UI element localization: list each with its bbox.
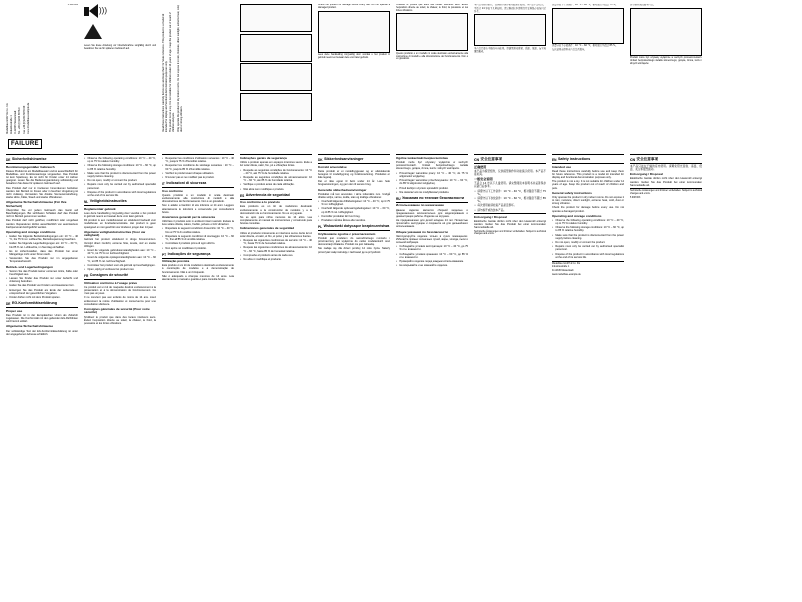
vertical-address-block [6,6,78,134]
heading-intended-use-fr: Utilisation conforme à l'usage prévu [84,280,138,285]
heading-intended-use-pt: Utilização prevista [162,259,190,264]
address-city: D-12345 Musterstadt [14,110,18,134]
paragraph: Este producto es un kit de modelismo destinado exclusivamente a la construcción de modelos y a la demostración de su funcionamiento. No es un juguete. [240,205,312,215]
lang-flag-cn-2: CN [630,158,636,162]
paragraph: The product is not a toy. It is not suitable for children under 14 years of age. Keep the product out of reach of children and pets. [552,180,624,190]
illustration-block-4 [240,4,312,155]
heading-general-safety-pt: Indicações gerais de segurança [240,156,287,160]
heading-general-safety-pl: Ogólne wskazówki bezpieczeństwa [396,156,448,160]
paragraph: Lees deze handleiding zorgvuldig door voordat u het product in gebruik neemt en bewaar deze voor later gebruik. [318,54,390,59]
paragraph: Não é adequado a crianças menores de 14 anos. Leia atentamente o manual e guarde-o para consulta futura. [162,274,234,282]
section-title-nl: Veiligheidsinstructies [89,199,127,204]
paragraph-cjk: 请勿拆开或改装本产品。 [630,4,656,6]
bullet-list [318,200,390,222]
heading-intended-use-en: Intended use [552,164,572,169]
list-item: • Przestrzegać warunków pracy: 10 °C – 40 °C, do 75 % wilgotności względnej. [399,172,468,178]
lang-flag-cn: CN [474,158,480,162]
column-5 [315,4,393,599]
column-6 [393,4,471,599]
column-3 [159,4,237,599]
vertical-note-1: Read these instructions carefully before use and keep them for future reference. This product is a model kit intended for display and functional demonstration purposes only. [162,13,169,132]
heading-operating-storage-en: Operating and storage conditions [6,229,56,234]
list-item: • Não abra nem modifique o produto. [243,188,312,191]
list-item: • Lassen Sie Kinder das Produkt nur unter Aufsicht und Anleitung betreiben. [9,277,78,283]
paragraph-disposal-2: Elektrische Geräte dürfen nicht über den Hausmüll entsorgt werden. Geben Sie das Produkt bei einer kommunalen Sammelstelle ab. [630,177,702,187]
heading-operating-storage-en-2: Operating and storage conditions [552,213,602,218]
list-item: • Observe the following storage conditions: 10 °C – 60 °C, up to 85 % relative humidity. [87,164,156,170]
bullet-list [84,157,156,197]
illustration-block-5 [318,4,390,155]
column-4 [237,4,315,599]
paragraph: N'utilisez le produit que dans des locaux intérieurs secs. Évitez l'exposition directe au soleil, la chaleur, le froid, la poussière et les fortes vibrations. [396,4,468,12]
heading-operating-storage-de: Betrieb- und Lagerbedingungen [6,264,53,269]
title-illustration-block [6,4,78,155]
paragraph: Überprüfen Sie vor jedem Gebrauch das Gerät auf Beschädigungen. Bei sichtbaren Schäden darf das Produkt nicht in Betrieb genommen werden. [6,208,78,219]
lang-flag-fr: FR [84,274,89,279]
lang-flag-dk: DK [318,158,323,162]
list-item: • No abra ni modifique el producto. [243,258,312,261]
list-item: • Nie otwierać ani nie modyfikować produktu. [399,191,468,194]
bullet-list [84,249,156,271]
list-item: • Halten Sie folgende Lagerbedingungen ein: 10 °C – 60 °C, bis 85 % rel. Luftfeuchte, im Nennlag einhaltbar. [9,242,78,248]
list-item: • Соблюдайте условия хранения: 10 °C – 60 °C, до 85 % отн. влажности. [399,253,468,259]
list-item: • Respectez les conditions d'utilisation suivantes : 10 °C – 40 °C, jusqu'à 75 % d'humidité relative. [165,157,234,163]
list-item: • Open, wijzig of verbouw het product niet. [87,268,156,271]
paragraph-cjk: 请遵守以下存放条件：10 °C – 60 °C，相对湿度不超过 85 %。 [552,44,618,48]
list-item: • Overhold følgende driftsbetingelser: 10 °C – 40 °C, op til 75 % rel. luftfugtighed. [321,200,390,206]
paragraph: Gebruik het product uitsluitend in droge binnenruimten. Vermijd direct zonlicht, extreme hitte, koude, stof en sterke trillingen. [84,238,156,248]
address-company-footer: Modellbau GmbH & Co. KG [552,262,581,265]
speaker-horn-icon [89,4,98,18]
paragraph: Utilizzare il prodotto solo in ambienti interni asciutti. Evitare la luce solare diretta, calore, freddo, polvere e forti vibrazioni. [162,220,234,227]
top-note: Lesen Sie diese Anleitung vor Inbetriebnahme sorgfältig durch und bewahren Sie sie für späteren Gebrauch auf. [84,45,156,50]
paragraph-cjk: 本产品只能在干燥的室内使用。请避免阳光直射、高温、低温、灰尘和强烈振动。 [474,46,546,53]
section-head-fr [84,274,156,278]
heading-general-safety-nl: Algemene veiligheidsinstructies (Voor uw veiligheid) [84,229,146,238]
address-phone: Tel. +49 (0)1234 5678-0 [18,107,22,134]
illustration-block-2 [84,4,156,155]
heading-intended-use-nl: Reglementair gebruik [84,206,116,211]
diagram-placeholder-8 [552,8,624,44]
diagram-placeholder-2 [240,34,312,62]
divider [318,230,390,231]
paragraph: Produkt może być używany wyłącznie w suchych pomieszczeniach. Unikać bezpośredniego światła słonecznego, gorąca, zimna, kurzu i silnych wstrząsów. [630,57,702,65]
list-item: • Houd de volgende gebruiksomstandigheden aan: 10 °C – 40 °C, tot 75 % rel. luchtvochtigheid. [87,249,156,255]
illustration-block-9 [630,4,702,155]
section-head-de-conformity [6,302,78,306]
paragraph: 本产品为模型组件，仅供模型制作和功能演示使用。本产品不是玩具。 [474,169,546,176]
list-item: • Respete las siguientes condiciones de servicio: 10 °C – 40 °C, hasta 75 % de humedad relativa. [243,239,312,245]
vertical-notes [162,4,234,132]
paragraph: Det er ikke egnet til børn under 14 år. Læs hele brugsanvisningen, og gem den til senere brug. [318,180,390,187]
divider [396,202,468,203]
list-item: • Setzen Sie das Produkt keiner extremen Hitze, Kälte oder Feuchtigkeit aus. [9,270,78,276]
section-head-cn [474,158,546,162]
list-item: • Compruebe el producto antes de cada uso. [243,254,312,257]
paragraph: Der vollständige Text der EG-Konformitätserklärung ist unter der angegebenen Adresse erhältlich. [6,329,78,336]
paragraph: Dieses Produkt ist ein Modellbausatz und ist ausschließlich für Modellbau- und Funktionsanzeige vorgesehen. Das Produkt ist kein Spielzeug. Es ist nicht für Kinder unter 14 Jahren geeignet. Lesen Sie die Bedienungsanleitung vollständig und bewahren Sie diese für späteren Gebrauch auf. [6,169,78,186]
list-item: • Observe the following operating conditions: 10 °C – 40 °C, up to 75 % relative humidity. [555,219,624,225]
diagram-placeholder-6 [396,13,468,51]
diagram-placeholder-9 [630,8,702,56]
list-item: • Make sure that the product is disconnected from the power supply before cleaning. [555,234,624,240]
paragraph: Produkt jest modelem do samodzielnego montażu i przeznaczony jest wyłącznie do celów modelarskich oraz demonstracji działania. Produkt nie jest zabawką. [318,236,390,247]
list-item: • Rispettare le seguenti condizioni d'esercizio: 10 °C – 40 °C, fino al 75 % di umidità relativa. [165,227,234,233]
list-item: • Controllare il prodotto prima di ogni utilizzo. [165,242,234,245]
heading-intended-use-cn: 正确使用 [474,164,487,169]
heading-general-safety-it: Avvertenze generali per la sicurezza [162,214,216,219]
lang-flag-it: IT [162,182,165,187]
paragraph: 不适合 14 岁以下儿童使用。请完整阅读本说明书并妥善保存以备日后参考。 [474,182,546,189]
paragraph-cjk: 不适合 14 岁以下儿童使用。请完整阅读本说明书并妥善保存以备日后参考。 [474,6,546,13]
section-title-de-safety: Sicherheitshinweise [11,157,47,162]
diagram-placeholder-3 [240,63,312,91]
paragraph: Este produto é um kit de modelismo destinado exclusivamente à construção de modelos e à demonstração de funcionamento. Não é um brinquedo. [162,264,234,274]
list-item: • Entsorgen Sie das Produkt am Ende der Lebensdauer entsprechend der gesetzlichen Vorgaben. [9,289,78,295]
heading-disposal-2: Entsorgung / Disposal [630,172,663,177]
heading-general-safety-es: Indicaciones generales de seguridad [240,226,295,231]
heading-disposal: Entsorgung / Disposal [474,214,507,219]
divider [6,307,78,308]
paragraph: Das Produkt darf nur in trockenen Innenräumen betrieben werden. Ein Betrieb im Freien oder in feuchter Umgebung ist nicht zulässig. Vermeiden Sie direkte Sonneneinstrahlung, starke Hitze, Kälte, Staub und starke Vibrationen. [6,186,78,199]
section-title-de-conformity: EG-Konformitätserklärung [11,301,58,306]
list-item: • Es ist sicherzustellen, dass das Produkt bei einer Mängelrüge nicht unter Strom steht. [9,250,78,256]
address-street: Industriestraße 1 [10,115,14,134]
list-item: • Не вскрывайте и не изменяйте изделие. [399,264,468,267]
section-head-cn-2 [630,158,702,162]
paragraph: Das Produkt ist in der Europäischen Union als Zubehör zugelassen. Die Konformität mit den geltenden EG-Richtlinien wird hiermit erklärt. [6,313,78,324]
diagram-placeholder-4 [240,93,312,121]
list-item: • Соблюдайте условия эксплуатации: 10 °C – 40 °C, до 75 % отн. влажности. [399,245,468,251]
heading-intended-use-ru: Использование по назначению [396,203,444,208]
paragraph: Questo prodotto è un modello in scala destinato esclusivamente alla costruzione di modelli e alla dimostrazione del funzionamento. Non è un giocattolo. [396,52,468,61]
list-item: • Houd de volgende opslagomstandigheden aan: 10 °C – 60 °C, tot 85 % rel. luchtvochtigheid. [87,256,156,262]
divider [630,163,702,164]
column-2 [81,4,159,599]
heading-intended-use-dk: Korrekt anvendelse [318,164,347,169]
divider [240,199,312,200]
divider [552,261,624,262]
failure-badge: FAILURE [8,132,42,150]
section-title-it: Indicazioni di sicurezza [166,181,207,186]
heading-general-safety-de-2: Allgemeine Sicherheitshinweise [6,324,54,329]
list-item: • Make sure that the product is disconnected from the power supply before cleaning. [87,172,156,178]
paragraph: Не предназначено для детей младше 14 лет. Полностью прочитайте инструкцию и сохраните её для дальнейшего использования. [396,219,468,229]
lang-flag-es: ES [240,193,245,198]
list-item: • Respeite as seguintes condições de armazenamento: 10 °C – 60 °C, até 85 % de humidade relativa. [243,176,312,182]
paragraph-disposal: Elektrische Geräte dürfen nicht über den Hausmüll entsorgt werden. Geben Sie das Produkt bei einer kommunalen Sammelstelle ab. [474,219,546,230]
illustration-block-8 [552,4,624,155]
paragraph: Il ne convient pas aux enfants de moins de 14 ans. Lisez entièrement la notice d'utilisation et conservez-la pour une consultation ultérieure. [84,296,156,306]
heading-general-safety-de: Allgemeine Sicherheitshinweise (Für Ihre Sicherheit) [6,200,67,208]
cone-icon [84,24,102,39]
section-title-en: Safety instructions [557,157,591,162]
paragraph: Questo prodotto è un modello in scala destinato esclusivamente alla costruzione di modelli e alla dimostrazione del funzionamento. Non è un giocattolo. [162,193,234,204]
section-title-pl: Wskazówki dotyczące bezpieczeństwa [323,224,390,229]
section-title-pt: Indicações de segurança [167,251,211,256]
divider [84,279,156,280]
list-item: • Dispose of the product in accordance with local regulations at the end of its service life. [555,253,624,259]
list-item: • Verwenden Sie das Produkt nur im angegebenen Temperaturbereich. [9,257,78,263]
section-title-ru: Указания по технике безопасности [402,195,465,200]
vertical-note-2: The product is not a toy. It is not suitable for children under 14 years of age. Keep the product out of reach of children and pets. [169,12,176,132]
section-title-fr: Consignes de sécurité [89,273,129,278]
illustration-block-7 [474,4,546,155]
divider [162,258,234,259]
heading-general-safety-dk: Generelle sikkerhedsanvisninger [318,187,367,192]
paragraph: Only operate the product in dry indoor rooms. Do not expose it to rain, moisture, direct sunlight, extreme heat, cold, dust or strong vibration. [552,195,624,206]
list-item: • Verifique o produto antes de cada utilização. [243,183,312,186]
heading-general-safety-en: General safety instructions [552,190,592,195]
paragraph-cjk: 本产品为模型组件，仅供模型制作和功能演示使用。本产品不是玩具。 [474,4,546,6]
bullet-list [162,227,234,249]
bullet-list [474,190,546,212]
diagram-placeholder-1 [240,4,312,32]
address-web: www.modellbau-example.de [26,102,30,134]
paragraph: Dette produkt er et modelbyggesæt og er udelukkende beregnet til modelbygning og funktionsvisning. Produktet er ikke legetøj. [318,169,390,179]
list-item: • Observe the following operating conditions: 10 °C – 40 °C, up to 75 % relative humidity. [87,157,156,163]
paragraph: Das Produkt darf nicht geöffnet, modifiziert oder umgebaut werden. Reparaturen dürfen ausschließlich von autorisiertem Fachpersonal durchgeführt werden. [6,219,78,229]
heading-intended-use-es: Uso conforme a lo previsto [240,200,280,205]
divider [84,205,156,206]
paragraph: No es apto para niños menores de 14 años. Lea completamente el manual de instrucciones y consérvelo para futuras consultas. [240,215,312,226]
lang-flag-pt: PT [162,252,167,257]
heading-proper-use: Proper use [6,308,23,313]
section-head-it [162,182,234,186]
column-8 [549,4,627,599]
section-head-pt [162,253,234,257]
list-item: • Respectez les conditions de stockage suivantes : 10 °C – 60 °C, jusqu'à 85 % d'humidité relative. [165,164,234,170]
list-item: • Przestrzegać warunków przechowywania: 10 °C – 60 °C, do 85 % wilgotności względnej. [399,179,468,185]
paragraph: 本产品只能在干燥的室内使用。请避免阳光直射、高温、低温、灰尘和强烈振动。 [630,164,702,172]
document-code-2: 5 008 003 [630,196,641,199]
list-item: • 请遵守以下工作条件：10 °C – 40 °C，相对湿度不超过 75 %。 [477,190,546,196]
list-item: • Respete las siguientes condiciones de almacenamiento: 10 °C – 60 °C, hasta 85 % de humedad relativa. [243,246,312,252]
list-item: • 请勿拆开或改装本产品。 [477,209,546,212]
diagram-placeholder-5 [318,11,390,53]
list-item: • 每次使用前请检查产品是否损坏。 [477,204,546,207]
document-code: 5 008 003 [67,4,78,6]
section-title-cn: 安全注意事项 [480,157,503,162]
section-title-dk: Sikkerhedsanvisninger [324,157,364,162]
footer-note-2: Technische Änderungen und Irrtümer vorbehalten. Subject to technical changes and errors. [630,190,702,195]
lang-flag-ru: RU [396,196,401,201]
paragraph: Produkt może być używany wyłącznie w suchych pomieszczeniach. Unikać bezpośredniego światła słonecznego, gorąca, zimna, kurzu i silnych wstrząsów. [396,161,468,171]
list-item: • Kontrollér produktet før hver brug. [321,215,390,218]
bullet-list [552,219,624,259]
paragraph: Read these instructions carefully before use and keep them for future reference. This product is a model kit intended for display and functional demonstration purposes only. [552,169,624,179]
cone-illustration [84,24,156,39]
paragraph: N'utilisez le produit que dans des locaux intérieurs secs. Évitez l'exposition directe au soleil, la chaleur, le froid, la poussière et les fortes vibrations. [84,315,156,325]
heading-intended-use-pl: Użytkowanie zgodne z przeznaczeniem [318,231,376,236]
paragraph-cjk: 请遵守以下工作条件：10 °C – 40 °C，相对湿度不超过 75 %。 [552,4,618,6]
paragraph: Check the product for damage before every use. Do not operate a damaged product. [552,206,624,213]
section-head-dk [318,158,390,162]
paragraph: Lees deze handleiding zorgvuldig door voordat u het product in gebruik neemt en bewaar deze voor later gebruik. [84,211,156,218]
footer-note: Technische Änderungen und Irrtümer vorbehalten. Subject to technical changes and errors. [474,230,546,236]
list-item: • Observe the following storage conditions: 10 °C – 60 °C, up to 85 % relative humidity. [555,226,624,232]
bullet-list [396,172,468,194]
list-item: • Overhold følgende opbevaringsbetingelser: 10 °C – 60 °C, op til 85 % rel. luftfugtighed. [321,207,390,213]
vertical-note-3: Only operate the product in dry indoor rooms. Do not expose it to rain, moisture, direct sunlight, extreme heat, cold, dust or strong vibration. [176,4,183,132]
list-item: • Repairs must only be carried out by authorised specialist personnel. [555,245,624,251]
list-item: • Kinder dürfen nicht mit dem Produkt spielen. [9,296,78,299]
list-item: • Controleer het product voor elk gebruik op beschadigingen. [87,264,156,267]
paragraph: Ce produit est un kit de maquette destiné exclusivement à la présentation et à la démonstration de fonctionnement. Ce n'est pas un jouet. [84,285,156,296]
paragraph: Check the product for damage before every use. Do not operate a damaged product. [318,4,390,9]
list-item: • N'ouvrez pas et ne modifiez pas le produit. [165,176,234,179]
divider [6,163,78,164]
lang-flag-pl: PL [318,225,323,230]
list-item: • Do not open, modify or convert the product. [555,241,624,244]
divider [318,163,390,164]
column-1 [3,4,81,599]
list-item: • Halten Sie das Produkt von Kindern und Haustieren fern. [9,284,78,287]
bullet-list [6,270,78,300]
heading-intended-use-it: Uso conforme [162,188,183,193]
section-head-es [240,194,312,198]
address-web-footer: www.modellbau-example.de [552,274,581,277]
bullet-list [240,169,312,191]
bullet-list [6,235,78,264]
heading-general-safety-ru: Общие указания по безопасности [396,229,448,234]
section-head-en [552,158,624,162]
column-7 [471,4,549,599]
illustration-block-6 [396,4,468,155]
lang-flag-de: DE [6,158,11,162]
paragraph: Produktet må kun anvendes i tørre indendørs rum. Undgå direkte sollys, varme, kulde, støv og kraftige vibrationer. [318,192,390,199]
divider [474,213,546,214]
list-item: • Przed każdym użyciem sprawdzić produkt. [399,187,468,190]
divider [474,163,546,164]
illustration-block-3 [162,4,234,155]
section-title-es: Advertencia de seguridad [245,192,290,197]
bullet-list [396,245,468,267]
divider [162,187,234,188]
list-item: • Проверяйте изделие перед каждым использованием. [399,260,468,263]
list-item: • 请遵守以下存放条件：10 °C – 60 °C，相对湿度不超过 85 %。 [477,197,546,203]
paragraph-cjk: 每次使用前请检查产品是否损坏。 [552,48,587,52]
divider [630,188,702,189]
paragraph: Эксплуатируйте изделие только в сухих помещениях. Избегайте прямых солнечных лучей, жары, холода, пыли и сильной вибрации. [396,234,468,245]
list-item: • Do not open, modify or convert the product. [87,179,156,182]
list-item: • Non aprire né modificare il prodotto. [165,247,234,250]
lang-flag-en: EN [552,158,557,162]
paragraph: Данное изделие является сборной моделью и предназначено исключительно для моделирования и демонстрации работы. Изделие не игрушка. [396,208,468,218]
section-title-cn-2: 安全注意事项 [636,157,659,162]
address-street-footer: Industriestraße 1 [552,266,570,269]
sound-waves-icon: ))) [99,6,107,16]
section-head-pl [318,225,390,229]
column-9 [627,4,705,599]
paragraph: Utilice el producto únicamente en interiores secos. Evite la luz solar directa, el calor, el frío, el polvo y las vibraciones fuertes. [240,231,312,238]
section-head-ru [396,197,468,201]
bullet-list [162,157,234,179]
diagram-placeholder-7 [474,14,546,46]
list-item: • Produktet må ikke åbnes eller ændres. [321,219,390,222]
lang-flag-de-2: DE [6,302,11,307]
section-head-nl [84,200,156,204]
paragraph: Non è adatto a bambini di età inferiore ai 14 anni. Leggere attentamente le istruzioni e conservarle per consultazioni future. [162,204,234,214]
address-city-footer: D-12345 Musterstadt [552,270,574,273]
address-company: Modellbau GmbH & Co. KG [6,103,9,134]
paragraph: Nie nadaje się dla dzieci poniżej 14 roku życia. Należy przeczytać całą instrukcję i zachować ją na przyszłość. [318,247,390,254]
megaphone-illustration [84,4,156,18]
lang-flag-nl: NL [84,200,89,205]
list-item: • Dispose of the product in accordance with local regulations at the end of its service life. [87,191,156,197]
list-item: • Vérifiez le produit avant chaque utilisation. [165,172,234,175]
heading-intended-use-de: Bestimmungsgemäßer Gebrauch [6,164,55,169]
paragraph: Dit product is een modelbouwset en uitsluitend bedoeld voor modelbouw- en functiedemonstratie. Het product is geen speelgoed en niet geschikt voor kinderen jonger dan 14 jaar. [84,219,156,229]
list-item: • Rispettare le seguenti condizioni di stoccaggio: 10 °C – 60 °C, fino all'85 % di umidità relativa. [165,235,234,241]
heading-general-safety-cn: 一般安全说明 [474,176,493,181]
section-head-de-safety [6,158,78,162]
address-fax: Fax +49 (0)1234 5678-99 [22,105,26,134]
paragraph: Utilize o produto apenas em espaços interiores secos. Evite a luz solar direta, calor, frio, pó e vibrações fortes. [240,161,312,168]
heading-general-safety-fr: Consignes générales de sécurité (Pour votre sécurité) [84,306,150,315]
list-item: • Repairs must only be carried out by authorised specialist personnel. [87,183,156,189]
bullet-list [240,239,312,261]
divider [552,163,624,164]
list-item: • Halten Sie folgende Betriebsbedingungen ein: 10 °C – 40 °C, bis 75 % rel. Luftfeuchte, Betriebsspannung beachten. [9,235,78,241]
list-item: • Respeite as seguintes condições de funcionamento: 10 °C – 40 °C, até 75 % de humidade relativa. [243,169,312,175]
